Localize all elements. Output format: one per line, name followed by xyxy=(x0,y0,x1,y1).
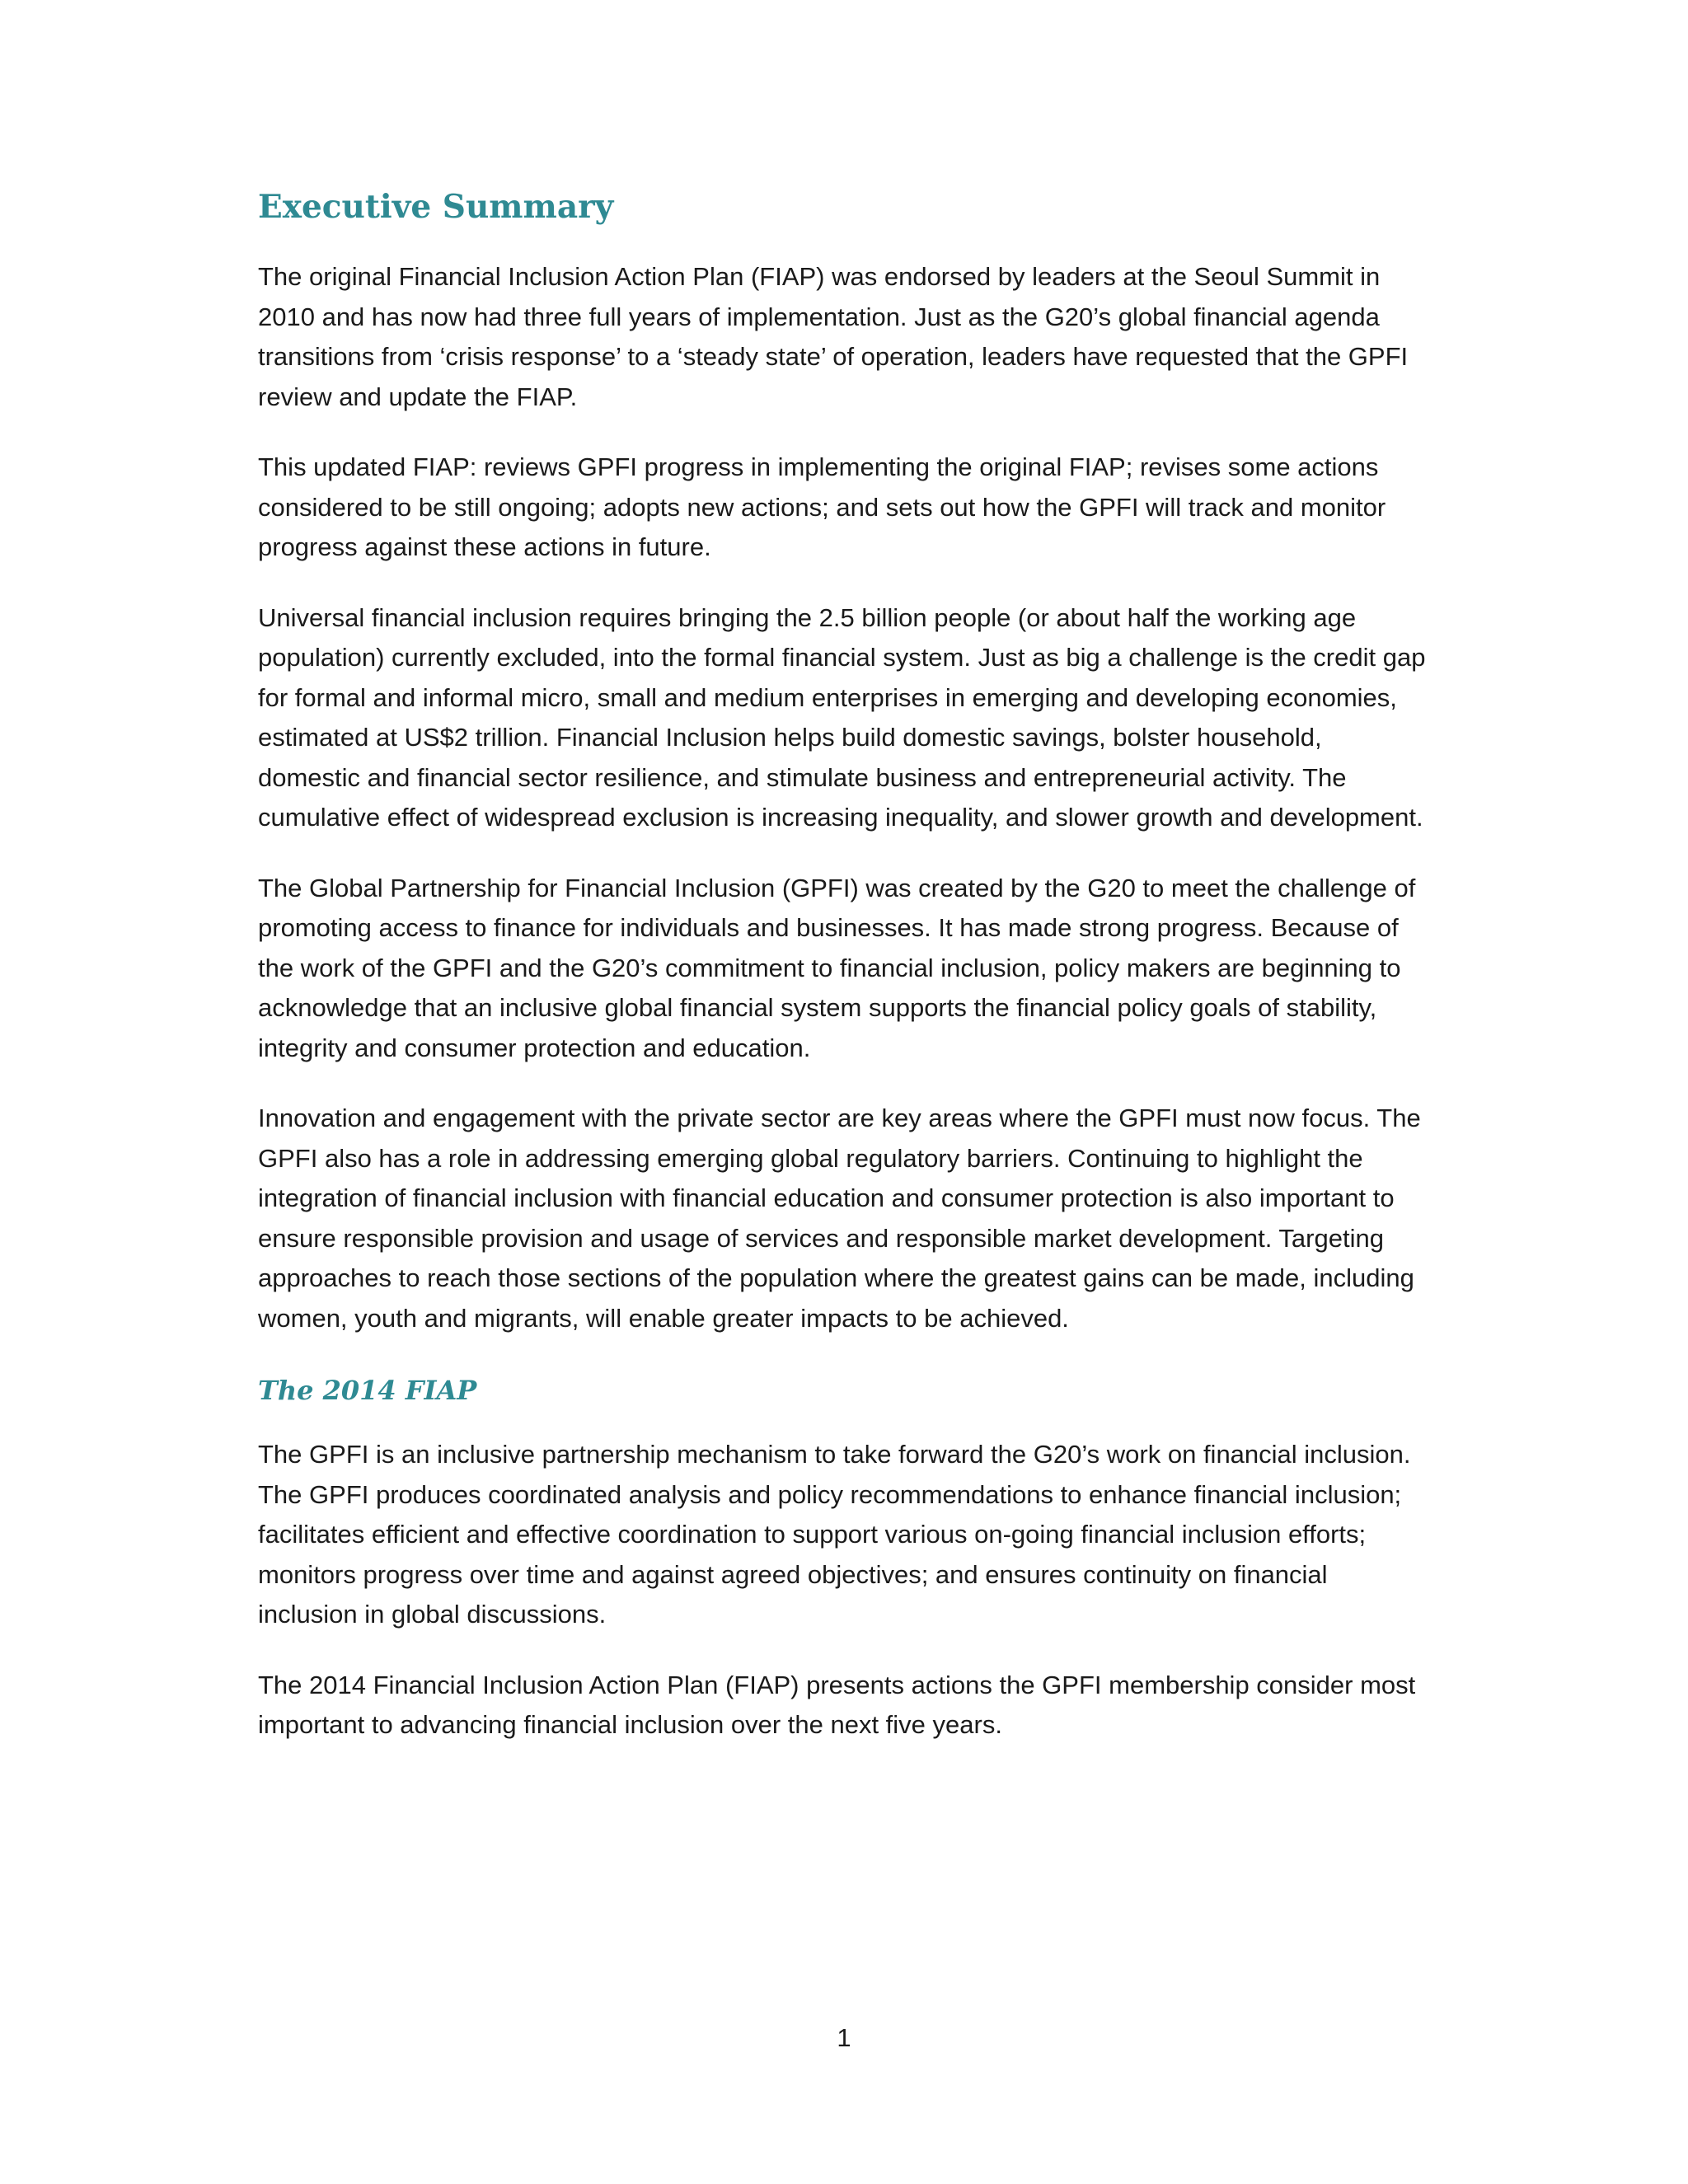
paragraph: Universal financial inclusion requires bringing the 2.5 billion people (or about half the working age population) currently excluded, into the formal financial system. Just as big a challenge is the credit gap for formal and informal micro, small and medium enterprises in emerging and developing economies, estimated at US$2 trillion. Financial Inclusion helps build domestic savings, bolster household, domestic and financial sector resilience, and stimulate business and entrepreneurial activity. The cumulative effect of widespread exclusion is increasing inequality, and slower growth and development. xyxy=(258,602,1426,832)
section-heading: Executive Summary xyxy=(258,188,614,226)
paragraph: The 2014 Financial Inclusion Action Plan (FIAP) presents actions the GPFI membership consider most important to advancing financial inclusion over the next five years. xyxy=(258,1670,1416,1739)
paragraph: The original Financial Inclusion Action Plan (FIAP) was endorsed by leaders at the Seoul Summit in 2010 and has now had three full years of implementation. Just as the G20’s global financial agenda transitions from ‘crisis response’ to a ‘steady state’ of operation, leaders have requested that the GPFI review and update the FIAP. xyxy=(258,262,1409,411)
subsection-heading: The 2014 FIAP xyxy=(258,1375,477,1406)
paragraph: The Global Partnership for Financial Inclusion (GPFI) was created by the G20 to meet the challenge of promoting access to finance for individuals and businesses. It has made strong progress. Because of the work of the GPFI and the G20’s commitment to financial inclusion, policy makers are beginning to acknowledge that an inclusive global financial system supports the financial policy goals of stability, integrity and consumer protection and education. xyxy=(258,873,1416,1062)
paragraph: This updated FIAP: reviews GPFI progress in implementing the original FIAP; revises some actions considered to be still ongoing; adopts new actions; and sets out how the GPFI will track and monitor progress against these actions in future. xyxy=(258,452,1386,561)
page-body xyxy=(258,181,1428,1776)
paragraph: Innovation and engagement with the private sector are key areas where the GPFI must now focus. The GPFI also has a role in addressing emerging global regulatory barriers. Continuing to highlight the integration of financial inclusion with financial education and consumer protection is also important to ensure responsible provision and usage of services and responsible market development. Targeting approaches to reach those sections of the population where the greatest gains can be made, including women, youth and migrants, will enable greater impacts to be achieved. xyxy=(258,1104,1421,1333)
page-number: 1 xyxy=(837,2023,851,2052)
paragraph: The GPFI is an inclusive partnership mechanism to take forward the G20’s work on financial inclusion. The GPFI produces coordinated analysis and policy recommendations to enhance financial inclusion; facilitates efficient and effective coordination to support various on-going financial inclusion efforts; monitors progress over time and against agreed objectives; and ensures continuity on financial inclusion in global discussions. xyxy=(258,1440,1411,1629)
